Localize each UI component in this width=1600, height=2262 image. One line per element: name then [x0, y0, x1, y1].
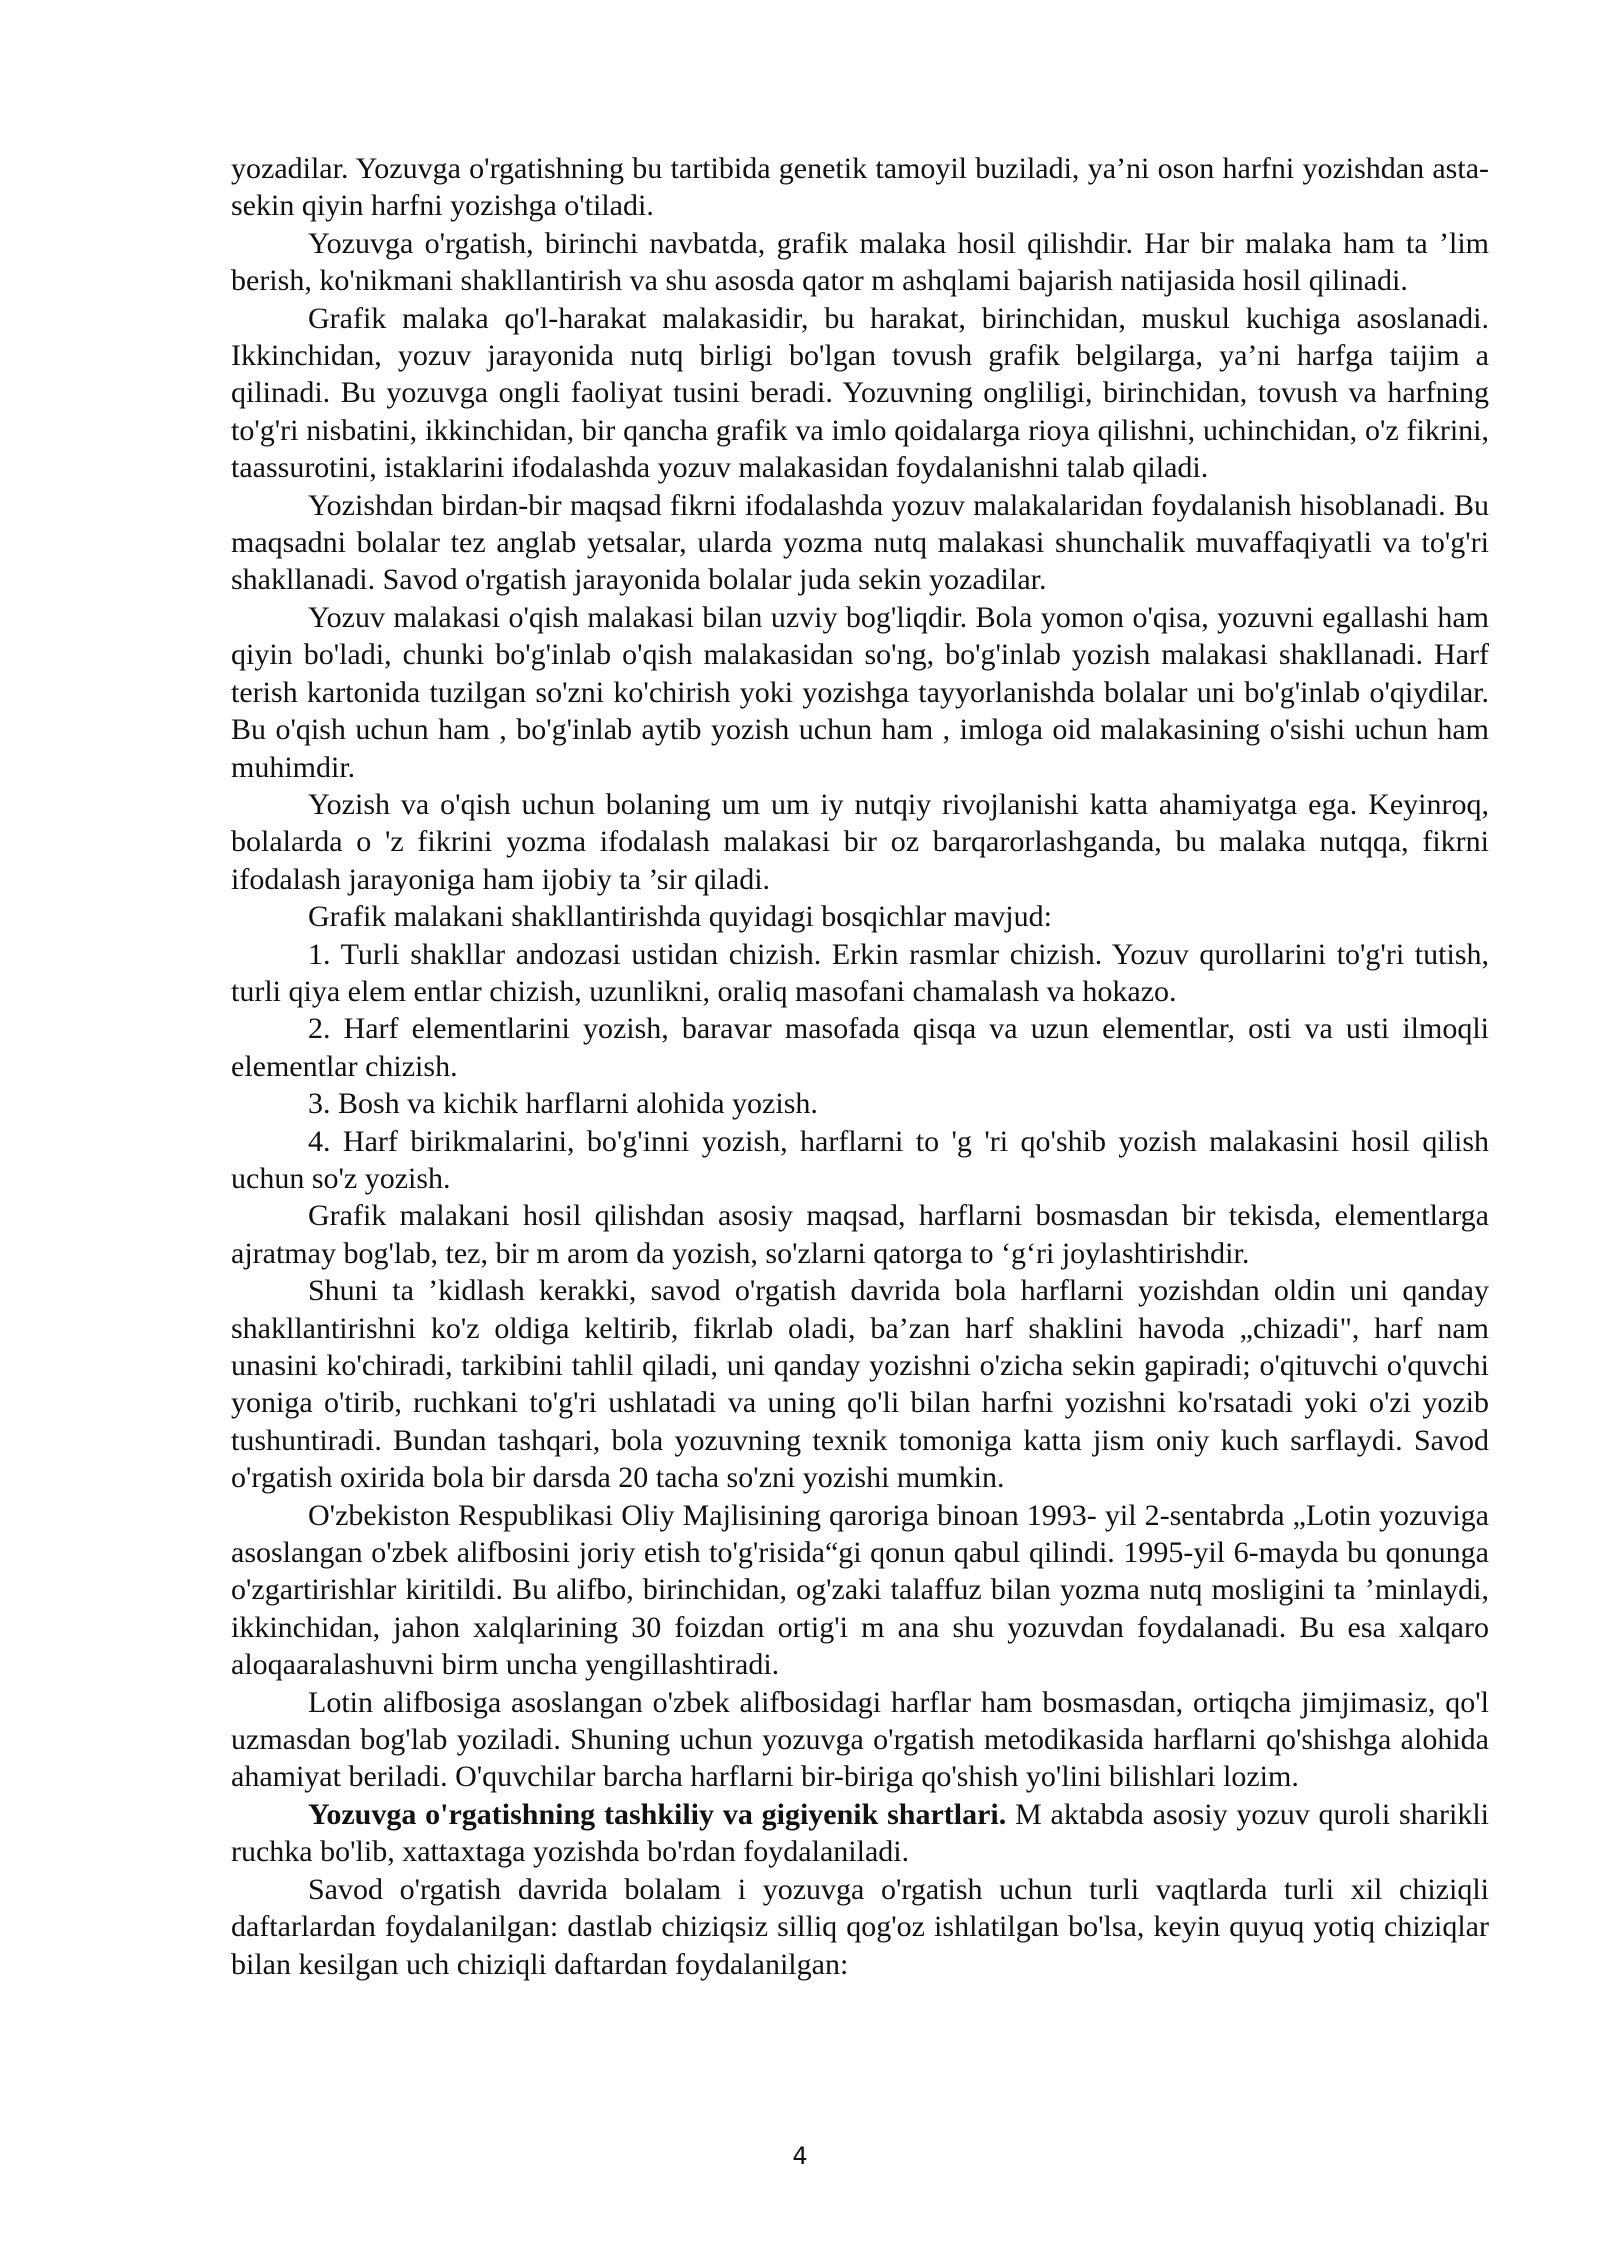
list-item: 4. Harf birikmalarini, bo'g'inni yozish, harflarni to 'g 'ri qo'shib yozish malakasini hosil qilish uchun so'z yozish.	[231, 1124, 1489, 1195]
paragraph: Yozishdan birdan-bir maqsad fikrni ifodalashda yozuv malakalaridan foydalanish hisoblanadi. Bu maqsadni bolalar tez anglab yetsalar, ularda yozma nutq malakasi shunchalik muvaffaqiyatli va to'g'ri shakllanadi. Savod o'rgatish jarayonida bolalar juda sekin yozadilar.	[231, 488, 1489, 597]
paragraph: Yozuvga o'rgatish, birinchi navbatda, grafik malaka hosil qilishdir. Har bir malaka ham ta ’lim berish, ko'nikmani shakllantirish va shu asosda qator m ashqlami bajarish natijasida hosil qilinadi.	[231, 226, 1489, 298]
paragraph: Yozish va o'qish uchun bolaning um um iy nutqiy rivojlanishi katta ahamiyatga ega. Keyinroq, bolalarda o 'z fikrini yozma ifodalash malakasi bir oz barqarorlashganda, bu malaka nutqqa, fikrni ifodalash jarayoniga ham ijobiy ta ’sir qiladi.	[231, 787, 1489, 896]
paragraph: O'zbekiston Respublikasi Oliy Majlisining qaroriga binoan 1993- yil 2-sentabrda „Lotin yozuviga asoslangan o'zbek alifbosini joriy etish to'g'risida“gi qonun qabul qilindi. 1995-yil 6-mayda bu qonunga o'zgartirishlar kiritildi. Bu alifbo, birinchidan, og'zaki talaffuz bilan yozma nutq mosligini ta ’minlaydi, ikkinchidan, jahon xalqlarining 30 foizdan ortig'i m ana shu yozuvdan foydalanadi. Bu esa xalqaro aloqaaralashuvni birm uncha yengillashtiradi.	[231, 1498, 1489, 1682]
paragraph: Lotin alifbosiga asoslangan o'zbek alifbosidagi harflar ham bosmasdan, ortiqcha jimjimasiz, qo'l uzmasdan bog'lab yoziladi. Shuning uchun yozuvga o'rgatish metodikasida harflarni qo'shishga alohida ahamiyat beriladi. O'quvchilar barcha harflarni bir-biriga qo'shish yo'lini bilishlari lozim.	[231, 1685, 1489, 1794]
paragraph: Shuni ta ’kidlash kerakki, savod o'rgatish davrida bola harflarni yozishdan oldin uni qanday shakllantirishni ko'z oldiga keltirib, fikrlab oladi, ba’zan harf shaklini havoda „chizadi", harf nam unasini ko'chiradi, tarkibini tahlil qiladi, uni qanday yozishni o'zicha sekin gapiradi; o'qituvchi o'quvchi yoniga o'tirib, ruchkani to'g'ri ushlatadi va uning qo'li bilan harfni yozishni ko'rsatadi yoki o'zi yozib tushuntiradi. Bundan tashqari, bola yozuvning texnik tomoniga katta jism oniy kuch sarflaydi. Savod o'rgatish oxirida bola bir darsda 20 tacha so'zni yozishi mumkin.	[231, 1274, 1489, 1495]
list-item: 1. Turli shakllar andozasi ustidan chizish. Erkin rasmlar chizish. Yozuv qurollarini to'g'ri tutish, turli qiya elem entlar chizish, uzunlikni, oraliq masofani chamalash va hokazo.	[231, 937, 1489, 1008]
paragraph: Grafik malakani hosil qilishdan asosiy maqsad, harflarni bosmasdan bir tekisda, elementlarga ajratmay bog'lab, tez, bir m arom da yozish, so'zlarni qatorga to ‘g‘ri joylashtirishdir.	[231, 1199, 1489, 1270]
section-paragraph	[231, 1796, 1489, 1871]
paragraph: yozadilar. Yozuvga o'rgatishning bu tartibida genetik tamoyil buziladi, ya’ni oson harfni yozishdan asta-sekin qiyin harfni yozishga o'tiladi.	[231, 152, 1489, 223]
paragraph: Grafik malaka qo'l-harakat malakasidir, bu harakat, birinchidan, muskul kuchiga asoslanadi. Ikkinchidan, yozuv jarayonida nutq birligi bo'lgan tovush grafik belgilarga, ya’ni harfga taijim a qilinadi. Bu yozuvga ongli faoliyat tusini beradi. Yozuvning ongliligi, birinchidan, tovush va harfning to'g'ri nisbatini, ikkinchidan, bir qancha grafik va imlo qoidalarga rioya qilishni, uchinchidan, o'z fikrini, taassurotini, istaklarini ifodalashda yozuv malakasidan foydalanishni talab qiladi.	[231, 301, 1489, 485]
paragraph: Savod o'rgatish davrida bolalam i yozuvga o'rgatish uchun turli vaqtlarda turli xil chiziqli daftarlardan foydalanilgan: dastlab chiziqsiz silliq qog'oz ishlatilgan bo'lsa, keyin quyuq yotiq chiziqlar bilan kesilgan uch chiziqli daftardan foydalanilgan:	[231, 1872, 1489, 1981]
page-content	[231, 150, 1489, 1983]
section-heading: Yozuvga o'rgatishning tashkiliy va gigiyenik shartlari.	[308, 1797, 1007, 1831]
section-text: M aktabda asosiy yozuv quroli sharikli ruchka bo'lib, xattaxtaga yozishda bo'rdan foydalaniladi.	[231, 1797, 1489, 1869]
list-item: 3. Bosh va kichik harflarni alohida yozish.	[308, 1087, 818, 1121]
paragraph: Yozuv malakasi o'qish malakasi bilan uzviy bog'liqdir. Bola yomon o'qisa, yozuvni egallashi ham qiyin bo'ladi, chunki bo'g'inlab o'qish malakasidan so'ng, bo'g'inlab yozish malakasi shakllanadi. Harf terish kartonida tuzilgan so'zni ko'chirish yoki yozishga tayyorlanishda bolalar uni bo'g'inlab o'qiydilar. Bu o'qish uchun ham , bo'g'inlab aytib yozish uchun ham , imloga oid malakasining o'sishi uchun ham muhimdir.	[231, 600, 1489, 784]
page-number: 4	[792, 2142, 808, 2170]
paragraph: Grafik malakani shakllantirishda quyidagi bosqichlar mavjud:	[308, 900, 1052, 934]
list-item: 2. Harf elementlarini yozish, baravar masofada qisqa va uzun elementlar, osti va usti ilmoqli elementlar chizish.	[231, 1012, 1489, 1083]
